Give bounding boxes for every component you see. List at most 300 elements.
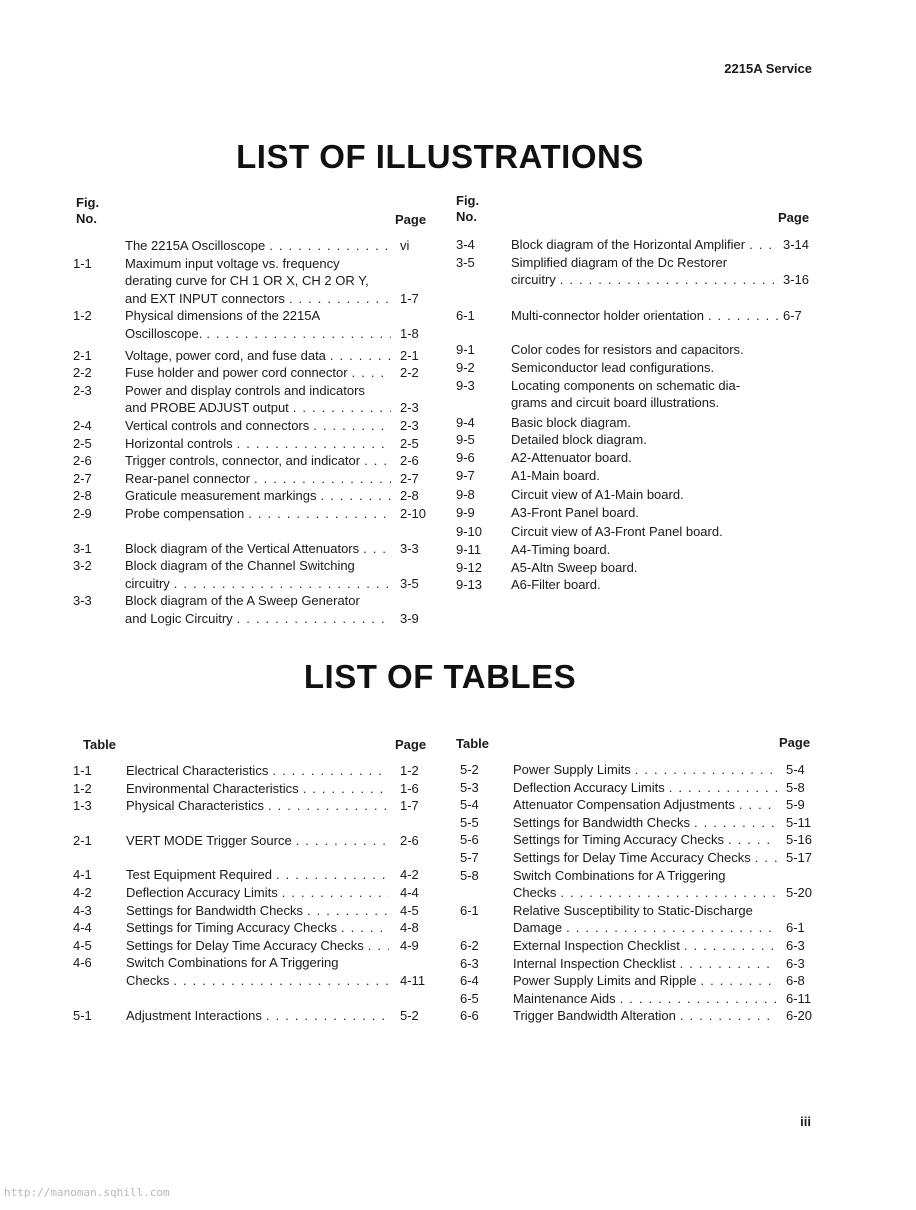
entry-number: 3-3 xyxy=(73,593,92,609)
toc-entry xyxy=(460,761,820,779)
entry-title xyxy=(513,867,779,902)
entry-number: 2-2 xyxy=(73,365,92,381)
toc-entry xyxy=(73,364,433,382)
toc-entry xyxy=(73,954,433,989)
table-header-left: Table xyxy=(83,737,116,752)
toc-entry xyxy=(456,559,816,577)
entry-title xyxy=(513,779,779,797)
dot-leader xyxy=(330,347,391,365)
entry-title xyxy=(511,541,781,559)
entry-title-line: Circuit view of A1-Main board. xyxy=(511,487,684,503)
entry-title-line: Simplified diagram of the Dc Restorer xyxy=(511,254,728,270)
entry-page: 2-7 xyxy=(400,470,419,486)
entry-title-line: Settings for Bandwidth Checks xyxy=(513,814,691,830)
entry-title-line: External Inspection Checklist xyxy=(513,938,680,953)
entry-title xyxy=(125,237,393,255)
dot-leader xyxy=(341,919,389,937)
entry-page: 2-5 xyxy=(400,435,419,451)
entry-number: 2-7 xyxy=(73,470,92,486)
entry-number: 5-6 xyxy=(460,832,479,848)
entry-page: 6-1 xyxy=(786,920,805,936)
entry-title-line: Checks xyxy=(126,972,170,988)
entry-title-line: Vertical controls and connectors xyxy=(125,418,310,433)
entry-title-line: Maximum input voltage vs. frequency xyxy=(125,255,340,271)
entry-title xyxy=(511,377,781,412)
entry-number: 4-1 xyxy=(73,867,92,883)
dot-leader xyxy=(368,937,389,955)
entry-page: 3-3 xyxy=(400,540,419,556)
entry-title-line: and EXT INPUT connectors xyxy=(125,290,285,306)
entry-title-line: Adjustment Interactions xyxy=(126,1007,262,1023)
illustrations-title: LIST OF ILLUSTRATIONS xyxy=(236,138,644,175)
dot-leader xyxy=(701,972,777,990)
entry-number: 9-11 xyxy=(456,542,482,557)
dot-leader xyxy=(684,937,777,955)
entry-title xyxy=(513,796,779,814)
toc-entry xyxy=(460,990,820,1008)
entry-page: 2-3 xyxy=(400,400,419,416)
entry-number: 3-1 xyxy=(73,540,92,556)
entry-title xyxy=(126,919,391,937)
entry-title xyxy=(513,849,779,867)
entry-title-line: Block diagram of the A Sweep Generator xyxy=(125,593,360,609)
toc-entry xyxy=(73,255,433,308)
entry-page: 4-4 xyxy=(400,885,419,900)
entry-title xyxy=(126,866,391,884)
entry-title-line: The 2215A Oscilloscope xyxy=(125,238,266,253)
dot-leader xyxy=(293,399,391,417)
running-header: 2215A Service xyxy=(724,61,812,76)
dot-leader xyxy=(289,290,391,308)
dot-leader xyxy=(680,955,777,973)
dot-leader xyxy=(566,919,777,937)
dot-leader xyxy=(296,832,389,850)
entry-title-line: Locating components on schematic dia- xyxy=(511,377,741,393)
dot-leader xyxy=(174,575,391,593)
entry-page: 4-8 xyxy=(400,920,419,936)
entry-number: 9-5 xyxy=(456,432,475,448)
entry-title xyxy=(125,540,393,558)
toc-entry xyxy=(73,832,433,850)
entry-title-line: Basic block diagram. xyxy=(511,414,631,430)
dot-leader xyxy=(620,990,777,1008)
dot-leader xyxy=(276,866,389,884)
entry-number: 6-1 xyxy=(460,902,479,918)
entry-number: 9-1 xyxy=(456,342,475,358)
toc-entry xyxy=(73,540,433,558)
toc-entry xyxy=(73,417,433,435)
entry-title xyxy=(511,307,781,325)
dot-leader xyxy=(282,884,389,902)
entry-title-line: circuitry xyxy=(125,575,170,591)
entry-title xyxy=(125,307,393,342)
entry-page: 6-11 xyxy=(786,990,812,1006)
entry-title-line: Deflection Accuracy Limits xyxy=(126,885,278,900)
entry-title-line: Switch Combinations for A Triggering xyxy=(126,955,339,971)
entry-title xyxy=(513,955,779,973)
entry-title xyxy=(125,417,393,435)
entry-number: 1-1 xyxy=(73,763,92,778)
entry-number: 5-3 xyxy=(460,779,479,795)
entry-number: 2-3 xyxy=(73,382,92,398)
entry-title-line: Settings for Bandwidth Checks xyxy=(126,902,304,918)
entry-number: 9-6 xyxy=(456,450,475,465)
entry-number: 5-8 xyxy=(460,867,479,883)
entry-title-line: grams and circuit board illustrations. xyxy=(511,395,720,411)
dot-leader xyxy=(728,831,777,849)
entry-title-line: Deflection Accuracy Limits xyxy=(513,779,665,795)
entry-title xyxy=(126,884,391,902)
entry-title xyxy=(125,435,393,453)
entry-title-line: A3-Front Panel board. xyxy=(511,504,639,520)
entry-page: 4-9 xyxy=(400,937,419,953)
table-page-header-left: Page xyxy=(395,737,427,752)
entry-page: 2-3 xyxy=(400,418,419,433)
entry-page: 4-2 xyxy=(400,867,419,883)
entry-page: 2-6 xyxy=(400,453,419,469)
entry-title xyxy=(513,990,779,1008)
entry-page: 6-3 xyxy=(786,955,805,971)
entry-title-line: Horizontal controls xyxy=(125,435,233,451)
entry-title-line: Block diagram of the Channel Switching xyxy=(125,558,355,574)
entry-page: 1-8 xyxy=(400,325,419,341)
entry-number: 2-8 xyxy=(73,488,92,504)
entry-title xyxy=(125,382,393,417)
entry-number: 4-3 xyxy=(73,902,92,918)
entry-title xyxy=(125,592,393,627)
dot-leader xyxy=(669,779,777,797)
entry-page: 4-5 xyxy=(400,902,419,918)
entry-number: 2-1 xyxy=(73,832,92,848)
entry-page: 3-14 xyxy=(783,237,810,252)
entry-title xyxy=(513,831,779,849)
entry-title-line: Semiconductor lead configurations. xyxy=(511,360,715,375)
entry-title-line: Settings for Timing Accuracy Checks xyxy=(126,920,337,936)
entry-title-line: Damage xyxy=(513,920,563,936)
entry-title-line: Checks xyxy=(513,885,557,901)
entry-number: 6-1 xyxy=(456,307,475,323)
dot-leader xyxy=(560,884,777,902)
toc-entry xyxy=(460,796,820,814)
entry-number: 3-4 xyxy=(456,237,475,252)
entry-page: 5-2 xyxy=(400,1007,419,1023)
toc-entry xyxy=(456,377,816,412)
entry-page: 3-16 xyxy=(783,272,810,288)
entry-title-line: A4-Timing board. xyxy=(511,542,611,557)
toc-entry xyxy=(460,831,820,849)
toc-entry xyxy=(73,780,433,798)
entry-title-line: Settings for Delay Time Accuracy Checks xyxy=(513,850,751,865)
entry-title-line: Color codes for resistors and capacitors. xyxy=(511,342,744,358)
entry-page: vi xyxy=(400,238,410,253)
entry-number: 6-2 xyxy=(460,938,479,953)
entry-title xyxy=(126,902,391,920)
dot-leader xyxy=(708,307,779,325)
toc-entry xyxy=(460,937,820,955)
toc-entry xyxy=(456,504,816,522)
entry-number: 5-5 xyxy=(460,814,479,830)
dot-leader xyxy=(352,364,391,382)
entry-title-line: Voltage, power cord, and fuse data xyxy=(125,347,326,363)
entry-title xyxy=(513,1007,779,1025)
entry-title-line: Switch Combinations for A Triggering xyxy=(513,867,726,883)
entry-title-line: Oscilloscope. xyxy=(125,325,203,341)
entry-title xyxy=(125,255,393,308)
entry-number: 9-10 xyxy=(456,524,483,540)
toc-entry xyxy=(456,414,816,432)
toc-entry xyxy=(456,307,816,325)
entry-page: 1-2 xyxy=(400,763,419,778)
entry-title-line: Settings for Delay Time Accuracy Checks xyxy=(126,937,364,953)
entry-title xyxy=(511,431,781,449)
toc-entry xyxy=(460,972,820,990)
entry-title-line: Attenuator Compensation Adjustments xyxy=(513,797,735,813)
entry-page: 3-5 xyxy=(400,575,419,591)
entry-page: 5-4 xyxy=(786,762,805,777)
fig-header-right xyxy=(456,193,479,225)
entry-number: 3-5 xyxy=(456,254,475,270)
entry-number: 4-4 xyxy=(73,920,92,936)
entry-title-line: Probe compensation xyxy=(125,506,245,521)
watermark: http://manoman.sqhill.com xyxy=(4,1186,170,1199)
toc-entry xyxy=(456,523,816,541)
entry-title xyxy=(126,1007,391,1025)
entry-page: 2-10 xyxy=(400,506,427,521)
entry-number: 1-1 xyxy=(73,255,92,271)
entry-number: 6-6 xyxy=(460,1008,479,1024)
entry-title-line: Power Supply Limits and Ripple xyxy=(513,973,697,989)
toc-entry xyxy=(456,541,816,559)
dot-leader xyxy=(739,796,777,814)
entry-number: 4-5 xyxy=(73,937,92,953)
entry-title xyxy=(511,576,781,594)
entry-title xyxy=(125,452,393,470)
dot-leader xyxy=(749,236,779,254)
entry-title-line: Maintenance Aids xyxy=(513,990,616,1006)
dot-leader xyxy=(320,487,391,505)
entry-title-line: Electrical Characteristics xyxy=(126,763,269,778)
entry-page: 3-9 xyxy=(400,610,419,626)
entry-title-line: Fuse holder and power cord connector xyxy=(125,365,348,381)
tables-title: LIST OF TABLES xyxy=(303,658,577,695)
entry-title xyxy=(125,347,393,365)
entry-title xyxy=(511,341,781,359)
entry-number: 9-12 xyxy=(456,559,483,575)
entry-title xyxy=(126,832,391,850)
dot-leader xyxy=(266,1007,389,1025)
entry-title-line: Physical Characteristics xyxy=(126,798,264,814)
entry-page: 2-2 xyxy=(400,365,419,381)
entry-number: 9-2 xyxy=(456,360,475,375)
dot-leader xyxy=(303,780,389,798)
dot-leader xyxy=(680,1007,777,1025)
entry-title-line: Test Equipment Required xyxy=(126,867,272,883)
entry-title xyxy=(126,954,391,989)
dot-leader xyxy=(206,325,391,343)
toc-entry xyxy=(73,902,433,920)
dot-leader xyxy=(237,435,391,453)
entry-title-line: Circuit view of A3-Front Panel board. xyxy=(511,524,723,540)
entry-page: 1-7 xyxy=(400,798,419,814)
toc-entry xyxy=(73,884,433,902)
entry-title-line: VERT MODE Trigger Source xyxy=(126,832,292,848)
entry-number: 1-2 xyxy=(73,780,92,796)
entry-title xyxy=(511,254,781,289)
entry-number: 9-4 xyxy=(456,414,475,430)
entry-page: 5-8 xyxy=(786,779,805,795)
toc-entry xyxy=(456,467,816,485)
toc-entry xyxy=(460,955,820,973)
dot-leader xyxy=(254,470,391,488)
entry-number: 1-2 xyxy=(73,308,92,324)
toc-entry xyxy=(73,435,433,453)
toc-entry xyxy=(456,254,816,289)
entry-number: 6-5 xyxy=(460,990,479,1006)
fig-header-label: Fig. xyxy=(456,193,480,208)
entry-number: 9-3 xyxy=(456,377,475,393)
entry-title-line: A2-Attenuator board. xyxy=(511,450,632,465)
entry-page: 2-6 xyxy=(400,832,419,848)
entry-title xyxy=(126,780,391,798)
entry-title-line: and Logic Circuitry xyxy=(125,610,233,626)
toc-entry xyxy=(456,359,816,377)
toc-entry xyxy=(73,470,433,488)
entry-title xyxy=(513,902,779,937)
toc-entry xyxy=(73,1007,433,1025)
toc-entry xyxy=(460,814,820,832)
entry-number: 3-2 xyxy=(73,558,92,574)
entry-title-line: Rear-panel connector xyxy=(125,470,251,486)
dot-leader xyxy=(269,237,391,255)
toc-entry xyxy=(460,1007,820,1025)
entry-title-line: Multi-connector holder orientation xyxy=(511,307,704,323)
entry-number: 5-2 xyxy=(460,762,479,777)
dot-leader xyxy=(635,761,777,779)
toc-entry xyxy=(73,347,433,365)
entry-title xyxy=(511,559,781,577)
entry-title-line: derating curve for CH 1 OR X, CH 2 OR Y, xyxy=(125,273,369,289)
entry-title xyxy=(513,937,779,955)
table-page-header-right: Page xyxy=(779,735,811,750)
entry-title-line: Environmental Characteristics xyxy=(126,780,299,796)
entry-title xyxy=(511,504,781,522)
entry-number: 6-4 xyxy=(460,973,479,989)
toc-entry xyxy=(73,452,433,470)
entry-title-line: Physical dimensions of the 2215A xyxy=(125,308,321,324)
toc-entry xyxy=(73,382,433,417)
entry-number: 5-4 xyxy=(460,797,479,813)
toc-entry xyxy=(73,919,433,937)
entry-number: 5-1 xyxy=(73,1007,92,1023)
entry-title-line: and PROBE ADJUST output xyxy=(125,400,289,416)
entry-page: 4-11 xyxy=(400,972,426,988)
dot-leader xyxy=(173,972,389,990)
dot-leader xyxy=(268,797,389,815)
toc-entry xyxy=(456,431,816,449)
fig-header-no: No. xyxy=(76,211,97,226)
toc-entry xyxy=(460,902,820,937)
page-header-right: Page xyxy=(778,210,810,225)
entry-title-line: Power and display controls and indicators xyxy=(125,382,365,398)
entry-title-line: circuitry xyxy=(511,272,556,288)
entry-title-line: Block diagram of the Vertical Attenuators xyxy=(125,540,360,556)
entry-page: 1-6 xyxy=(400,780,419,796)
entry-page: 6-8 xyxy=(786,973,805,989)
entry-number: 4-2 xyxy=(73,885,92,900)
entry-title-line: Internal Inspection Checklist xyxy=(513,955,676,971)
entry-page: 6-7 xyxy=(783,307,802,323)
dot-leader xyxy=(272,762,389,780)
toc-entry xyxy=(456,236,816,254)
entry-title xyxy=(511,467,781,485)
entry-title xyxy=(126,762,391,780)
toc-entry xyxy=(73,762,433,780)
toc-entry xyxy=(73,557,433,592)
entry-page: 5-16 xyxy=(786,832,813,848)
entry-page: 1-7 xyxy=(400,290,419,306)
entry-page: 2-1 xyxy=(400,347,419,363)
entry-title-line: A5-Altn Sweep board. xyxy=(511,559,638,575)
entry-page: 2-8 xyxy=(400,488,419,504)
dot-leader xyxy=(237,610,391,628)
toc-entry xyxy=(73,307,433,342)
dot-leader xyxy=(307,902,389,920)
entry-number: 1-3 xyxy=(73,798,92,814)
dot-leader xyxy=(363,540,391,558)
toc-entry xyxy=(456,341,816,359)
entry-number: 4-6 xyxy=(73,955,92,971)
entry-title xyxy=(125,557,393,592)
entry-title-line: Trigger controls, connector, and indicator xyxy=(125,453,361,469)
entry-page: 5-9 xyxy=(786,797,805,813)
toc-entry xyxy=(456,576,816,594)
entry-title-line: Relative Susceptibility to Static-Discharge xyxy=(513,902,753,918)
toc-entry xyxy=(73,592,433,627)
entry-title-line: A6-Filter board. xyxy=(511,577,601,593)
entry-title-line: Power Supply Limits xyxy=(513,762,631,777)
entry-number: 9-9 xyxy=(456,504,475,520)
dot-leader xyxy=(248,505,391,523)
entry-page: 6-20 xyxy=(786,1008,813,1024)
dot-leader xyxy=(560,271,779,289)
entry-page: 5-11 xyxy=(786,814,812,830)
entry-title-line: Settings for Timing Accuracy Checks xyxy=(513,832,724,848)
entry-title xyxy=(511,236,781,254)
toc-entry xyxy=(456,486,816,504)
toc-entry xyxy=(460,867,820,902)
entry-title xyxy=(125,505,393,523)
entry-title xyxy=(513,972,779,990)
entry-number: 5-7 xyxy=(460,850,479,865)
entry-title-line: Trigger Bandwidth Alteration xyxy=(513,1008,676,1024)
entry-page: 5-20 xyxy=(786,885,813,901)
entry-title xyxy=(511,486,781,504)
toc-entry xyxy=(73,937,433,955)
entry-title xyxy=(126,937,391,955)
entry-title xyxy=(511,523,781,541)
entry-number: 9-7 xyxy=(456,467,475,483)
toc-entry xyxy=(460,779,820,797)
toc-entry xyxy=(456,449,816,467)
entry-title-line: Graticule measurement markings xyxy=(125,488,317,504)
toc-entry xyxy=(73,505,433,523)
fig-header-label: Fig. xyxy=(76,195,100,210)
entry-number: 2-9 xyxy=(73,506,92,521)
entry-number: 9-13 xyxy=(456,577,483,593)
dot-leader xyxy=(364,452,391,470)
entry-page: 5-17 xyxy=(786,850,813,865)
entry-title-line: A1-Main board. xyxy=(511,467,600,483)
